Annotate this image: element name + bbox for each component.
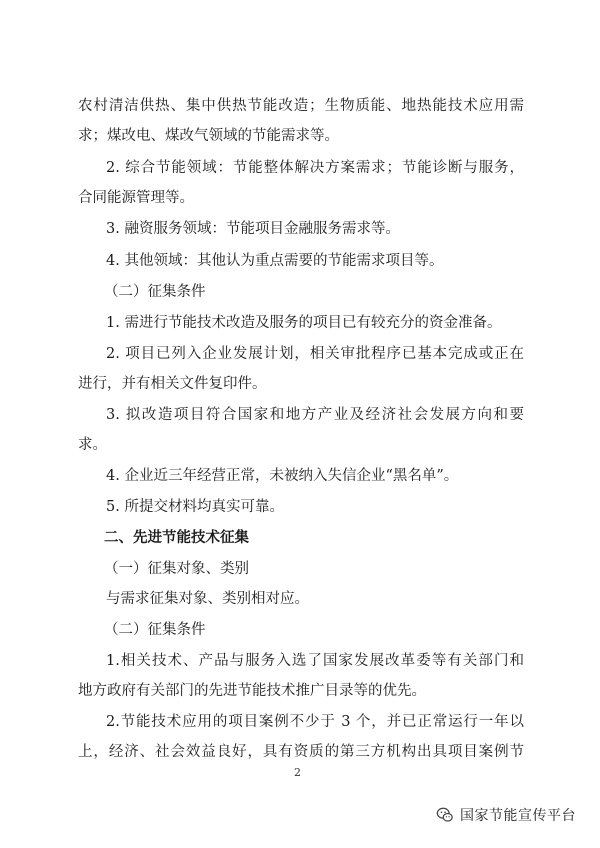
paragraph-line: 与需求征集对象、类别相对应。 (106, 591, 309, 607)
section-subheading: （二）征集条件 (104, 622, 206, 638)
section-subheading: （二）征集条件 (104, 284, 206, 300)
paragraph-line: 5. 所提交材料均真实可靠。 (106, 499, 284, 515)
wechat-icon (436, 806, 454, 824)
paragraph-line: 合同能源管理等。 (78, 190, 194, 206)
page-number: 2 (294, 766, 301, 779)
section-heading: 二、先进节能技术征集 (104, 529, 249, 546)
paragraph-line: 2. 项目已列入企业发展计划，相关审批程序已基本完成或正在 (106, 346, 524, 362)
paragraph-line: 1. 需进行节能技术改造及服务的项目已有较充分的资金准备。 (106, 315, 502, 331)
section-subheading: （一）征集对象、类别 (104, 561, 249, 577)
paragraph-line: 进行，并有相关文件复印件。 (78, 376, 267, 392)
watermark-text: 国家节能宣传平台 (460, 808, 576, 824)
paragraph-line: 1.相关技术、产品与服务入选了国家发展改革委等有关部门和 (106, 653, 524, 669)
paragraph-line: 求。 (78, 437, 107, 453)
paragraph-line: 农村清洁供热、集中供热节能改造；生物质能、地热能技术应用需 (78, 98, 524, 114)
paragraph-line: 4. 企业近三年经营正常，未被纳入失信企业“黑名单”。 (106, 468, 459, 484)
paragraph-line: 2. 综合节能领域：节能整体解决方案需求；节能诊断与服务， (106, 160, 524, 176)
paragraph-line: 3. 融资服务领域：节能项目金融服务需求等。 (106, 221, 400, 237)
paragraph-line: 4. 其他领域：其他认为重点需要的节能需求项目等。 (106, 253, 444, 269)
paragraph-line: 2.节能技术应用的项目案例不少于 3 个，并已正常运行一年以 (106, 714, 524, 730)
paragraph-line: 求；煤改电、煤改气领域的节能需求等。 (78, 128, 339, 144)
paragraph-line: 3. 拟改造项目符合国家和地方产业及经济社会发展方向和要 (106, 407, 524, 423)
paragraph-line: 地方政府有关部门的先进节能技术推广目录等的优先。 (78, 683, 426, 699)
watermark (436, 804, 576, 826)
paragraph-line: 上，经济、社会效益良好，具有资质的第三方机构出具项目案例节 (78, 744, 524, 760)
